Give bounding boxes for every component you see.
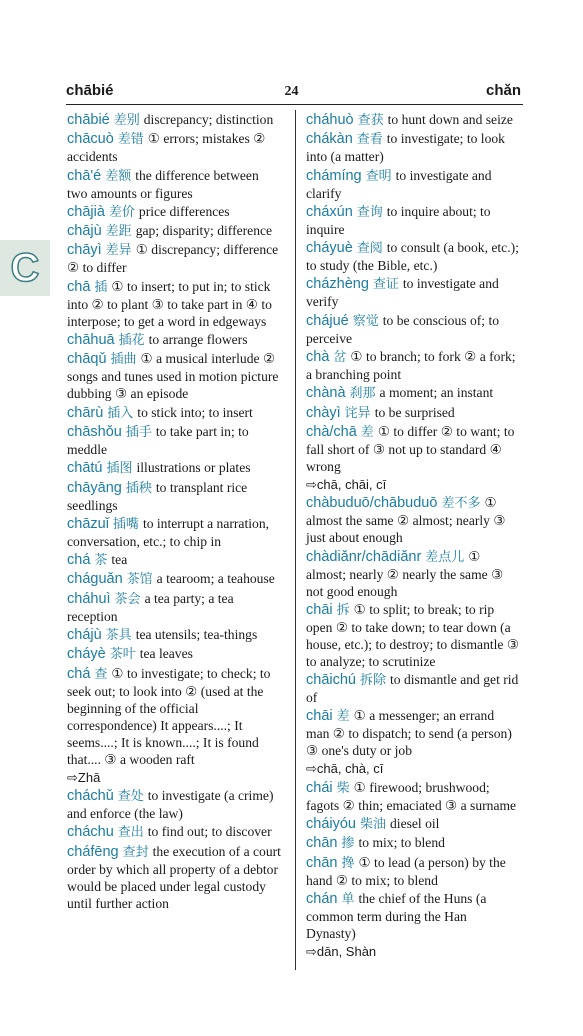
entry-definition: to find out; to discover — [147, 824, 272, 840]
entry-headword: cháhuì — [67, 590, 111, 607]
entry-definition: ① almost the same ② almost; nearly ③ just about enough — [306, 495, 506, 546]
entry-definition: ① a messenger; an errand man ② to dispatch; to send (a person) ③ one's duty or job — [306, 708, 512, 759]
entry-hanzi: 查处 — [117, 788, 144, 804]
entry-definition: discrepancy; distinction — [143, 112, 274, 127]
entry-headword: chá — [67, 552, 91, 569]
entry-cross-reference: ⇨chā, chà, cī — [306, 761, 384, 777]
entry-headword: chān — [306, 854, 338, 871]
entry-headword: chāshǒu — [67, 423, 122, 440]
entry-definition: a moment; an instant — [379, 385, 494, 401]
entry-headword: chákàn — [306, 131, 353, 148]
entry-definition: to stick into; to insert — [137, 404, 253, 420]
entry-definition: ① a musical interlude ② songs and tunes used in motion picture dubbing ③ an episode — [67, 351, 279, 402]
dictionary-entry — [67, 515, 281, 550]
dictionary-entry — [67, 479, 281, 514]
dictionary-entry — [306, 834, 520, 852]
entry-hanzi: 差 — [360, 424, 374, 440]
entry-headword: cháfēng — [67, 843, 119, 860]
dictionary-entry — [67, 423, 281, 458]
dictionary-entry — [306, 404, 520, 422]
dictionary-entry — [67, 241, 281, 276]
entry-hanzi: 岔 — [333, 350, 347, 366]
entry-headword: cháyuè — [306, 240, 353, 257]
entry-headword: chà/chā — [306, 423, 357, 440]
entry-hanzi: 查证 — [372, 277, 399, 293]
entry-hanzi: 搀 — [341, 855, 355, 871]
entry-definition: ① discrepancy; difference ② to differ — [67, 242, 279, 276]
entry-headword: chā'é — [67, 167, 102, 184]
entry-headword: chàbuduō/chābuduō — [306, 495, 438, 512]
dictionary-entry — [67, 551, 281, 569]
entry-definition: ① to differ ② to want; to fall short of ③ not up to standard ④ wrong — [306, 423, 515, 474]
dictionary-entry — [67, 167, 281, 202]
dictionary-entry — [67, 222, 281, 240]
entry-definition: ① to branch; to fork ② a fork; a branching point — [306, 349, 516, 383]
entry-hanzi: 拆 — [336, 602, 350, 618]
entry-hanzi: 查明 — [365, 168, 392, 184]
entry-hanzi: 差异 — [105, 243, 132, 259]
entry-definition: ① almost; nearly ② nearly the same ③ not good enough — [306, 548, 504, 599]
entry-definition: ① to lead (a person) by the hand ② to mix; to blend — [306, 854, 506, 888]
dictionary-entry — [67, 787, 281, 822]
entry-headword: chái — [306, 779, 333, 796]
dictionary-entry — [306, 707, 520, 777]
header-rule — [66, 104, 523, 105]
entry-definition: diesel oil — [390, 816, 440, 832]
dictionary-entry — [67, 130, 281, 165]
entry-definition: to be conscious of; to perceive — [306, 312, 500, 346]
entry-hanzi: 插嘴 — [112, 516, 139, 532]
entry-headword: cháchǔ — [67, 787, 114, 804]
dictionary-entry — [67, 665, 281, 786]
entry-hanzi: 差价 — [108, 204, 135, 220]
dictionary-entry — [67, 590, 281, 625]
dictionary-entry — [306, 203, 520, 238]
entry-hanzi: 查封 — [122, 844, 149, 860]
dictionary-entry — [67, 331, 281, 349]
entry-hanzi: 差点儿 — [425, 549, 465, 565]
entry-headword: chàyì — [306, 404, 341, 421]
entry-hanzi: 察觉 — [352, 313, 379, 329]
dictionary-entry — [306, 890, 520, 960]
left-column — [67, 111, 281, 913]
entry-definition: the execution of a court order by which all property of a debtor would be placed under legal custody until further action — [67, 843, 281, 911]
dictionary-entry — [67, 626, 281, 644]
running-head-right: chǎn — [485, 82, 521, 99]
entry-headword: chájué — [306, 312, 349, 329]
dictionary-entry — [306, 275, 520, 310]
entry-headword: chāzuǐ — [67, 515, 109, 532]
entry-definition: to investigate and verify — [306, 276, 499, 310]
entry-hanzi: 差距 — [105, 224, 132, 240]
entry-headword: chājià — [67, 203, 105, 220]
entry-hanzi: 柴油 — [359, 817, 386, 833]
entry-definition: to investigate and clarify — [306, 167, 492, 201]
entry-definition: to be surprised — [374, 404, 455, 420]
column-divider — [295, 110, 296, 970]
entry-headword: chātú — [67, 460, 103, 477]
entry-hanzi: 茶叶 — [109, 647, 136, 663]
dictionary-entry — [306, 384, 520, 402]
dictionary-entry — [306, 348, 520, 383]
entry-headword: chà — [306, 349, 330, 366]
entry-cross-reference: ⇨Zhā — [67, 769, 101, 785]
entry-definition: the difference between two amounts or figures — [67, 167, 259, 201]
entry-hanzi: 差额 — [105, 168, 132, 184]
entry-definition: a tea party; a tea reception — [67, 590, 234, 624]
dictionary-entry — [306, 601, 520, 670]
dictionary-entry — [306, 548, 520, 600]
entry-hanzi: 查阅 — [356, 241, 383, 257]
entry-headword: cháhuò — [306, 112, 354, 128]
entry-hanzi: 插 — [94, 279, 108, 295]
dictionary-entry — [67, 350, 281, 402]
entry-definition: ① errors; mistakes ② accidents — [67, 131, 266, 165]
entry-headword: chàdiǎnr/chādiǎnr — [306, 548, 422, 565]
dictionary-entry — [67, 570, 281, 588]
entry-definition: to interrupt a narration, conversation, etc.; to chip in — [67, 515, 270, 549]
entry-definition: ① to investigate; to check; to seek out; to look into ② (used at the beginning of the official correspondence) It appears....; It seems....; It is known....; It is found that.... ③ a wooden raft — [67, 665, 271, 767]
entry-hanzi: 插秧 — [125, 480, 152, 496]
entry-headword: chāi — [306, 601, 333, 618]
entry-definition: tea — [111, 552, 128, 568]
entry-hanzi: 茶具 — [105, 628, 132, 644]
entry-headword: cháxún — [306, 203, 353, 220]
entry-hanzi: 查 — [94, 666, 108, 682]
entry-hanzi: 插图 — [106, 461, 133, 477]
entry-hanzi: 差别 — [113, 113, 140, 128]
dictionary-entry — [306, 167, 520, 202]
dictionary-entry — [67, 278, 281, 330]
entry-headword: chāyāng — [67, 479, 122, 496]
entry-headword: chànà — [306, 385, 346, 402]
dictionary-entry — [306, 671, 520, 706]
entry-headword: cháguǎn — [67, 571, 123, 588]
dictionary-entry — [306, 423, 520, 493]
entry-definition: tea leaves — [139, 646, 193, 662]
entry-definition: ① to split; to break; to rip open ② to take down; to tear down (a house, etc.); to destroy; to dismantle ③ to analyze; to scrutinize — [306, 601, 520, 669]
entry-headword: chájù — [67, 627, 102, 644]
entry-definition: a tearoom; a teahouse — [156, 571, 275, 587]
entry-hanzi: 单 — [341, 891, 355, 907]
entry-cross-reference: ⇨dān, Shàn — [306, 943, 377, 959]
entry-hanzi: 差 — [336, 709, 350, 725]
entry-hanzi: 插曲 — [110, 352, 137, 368]
entry-definition: ① to insert; to put in; to stick into ② to plant ③ to take part in ④ to interpose; to get a word in edgeways — [67, 278, 272, 329]
dictionary-entry — [67, 203, 281, 221]
entry-hanzi: 刹那 — [349, 386, 376, 402]
dictionary-entry — [306, 779, 520, 814]
entry-definition: to arrange flowers — [148, 332, 248, 348]
entry-hanzi: 查询 — [356, 204, 383, 220]
entry-headword: cháchu — [67, 824, 114, 841]
entry-definition: to inquire about; to inquire — [306, 203, 491, 237]
entry-hanzi: 茶 — [94, 553, 108, 569]
entry-hanzi: 拆除 — [359, 673, 386, 689]
entry-definition: to transplant rice seedlings — [67, 479, 248, 513]
entry-definition: tea utensils; tea-things — [135, 627, 258, 643]
entry-definition: to take part in; to meddle — [67, 423, 249, 457]
entry-headword: cháyè — [67, 646, 106, 663]
entry-headword: chān — [306, 835, 338, 852]
entry-hanzi: 差错 — [117, 132, 144, 148]
entry-hanzi: 茶会 — [114, 591, 141, 607]
entry-definition: price differences — [138, 203, 230, 219]
dictionary-entry — [306, 312, 520, 347]
entry-hanzi: 茶馆 — [126, 572, 153, 588]
entry-headword: chāichú — [306, 672, 356, 689]
entry-headword: chá — [67, 665, 91, 682]
dictionary-entry — [67, 843, 281, 912]
entry-hanzi: 插手 — [125, 424, 152, 440]
entry-definition: to hunt down and seize — [387, 112, 513, 127]
entry-cross-reference: ⇨chā, chāi, cī — [306, 476, 387, 492]
entry-headword: chācuò — [67, 131, 114, 148]
entry-definition: to mix; to blend — [358, 835, 445, 851]
entry-definition: the chief of the Huns (a common term during the Han Dynasty) — [306, 890, 487, 941]
thumb-index-tab: C — [0, 240, 50, 296]
entry-headword: chāhuā — [67, 332, 115, 349]
entry-hanzi: 查看 — [356, 132, 383, 148]
entry-headword: chán — [306, 890, 338, 907]
entry-headword: chājù — [67, 223, 102, 240]
entry-headword: chā — [67, 278, 91, 295]
entry-definition: to investigate; to look into (a matter) — [306, 131, 505, 165]
dictionary-entry — [306, 239, 520, 274]
entry-hanzi: 差不多 — [441, 496, 481, 512]
entry-definition: ① firewood; brushwood; fagots ② thin; emaciated ③ a surname — [306, 779, 517, 813]
entry-headword: chāqǔ — [67, 351, 107, 368]
dictionary-entry — [306, 130, 520, 165]
entry-definition: illustrations or plates — [136, 460, 251, 476]
dictionary-entry — [67, 459, 281, 477]
entry-hanzi: 插入 — [107, 405, 134, 421]
entry-definition: gap; disparity; difference — [135, 223, 273, 239]
entry-headword: cháiyóu — [306, 816, 356, 833]
entry-hanzi: 诧异 — [344, 405, 371, 421]
dictionary-entry — [306, 494, 520, 546]
entry-headword: chāyì — [67, 242, 102, 259]
dictionary-entry — [306, 854, 520, 889]
entry-headword: chārù — [67, 404, 104, 421]
dictionary-entry — [306, 815, 520, 833]
entry-hanzi: 插花 — [118, 333, 145, 349]
dictionary-entry — [67, 111, 281, 129]
entry-headword: chāi — [306, 708, 333, 725]
entry-headword: chámíng — [306, 167, 362, 184]
page-number: 24 — [284, 84, 299, 99]
right-column — [306, 111, 520, 961]
entry-definition: to investigate (a crime) and enforce (the law) — [67, 787, 274, 821]
entry-definition: to dismantle and get rid of — [306, 672, 519, 706]
entry-hanzi: 掺 — [341, 836, 355, 852]
entry-definition: to consult (a book, etc.); to study (the Bible, etc.) — [306, 240, 519, 274]
dictionary-entry — [306, 111, 520, 129]
dictionary-entry — [67, 404, 281, 422]
entry-hanzi: 柴 — [336, 780, 350, 796]
entry-headword: chābié — [67, 112, 110, 128]
entry-hanzi: 查出 — [117, 825, 144, 841]
dictionary-entry — [67, 645, 281, 663]
running-head-left: chābié — [66, 82, 114, 99]
entry-hanzi: 查获 — [357, 113, 384, 128]
dictionary-entry — [67, 823, 281, 841]
entry-headword: cházhèng — [306, 276, 369, 293]
